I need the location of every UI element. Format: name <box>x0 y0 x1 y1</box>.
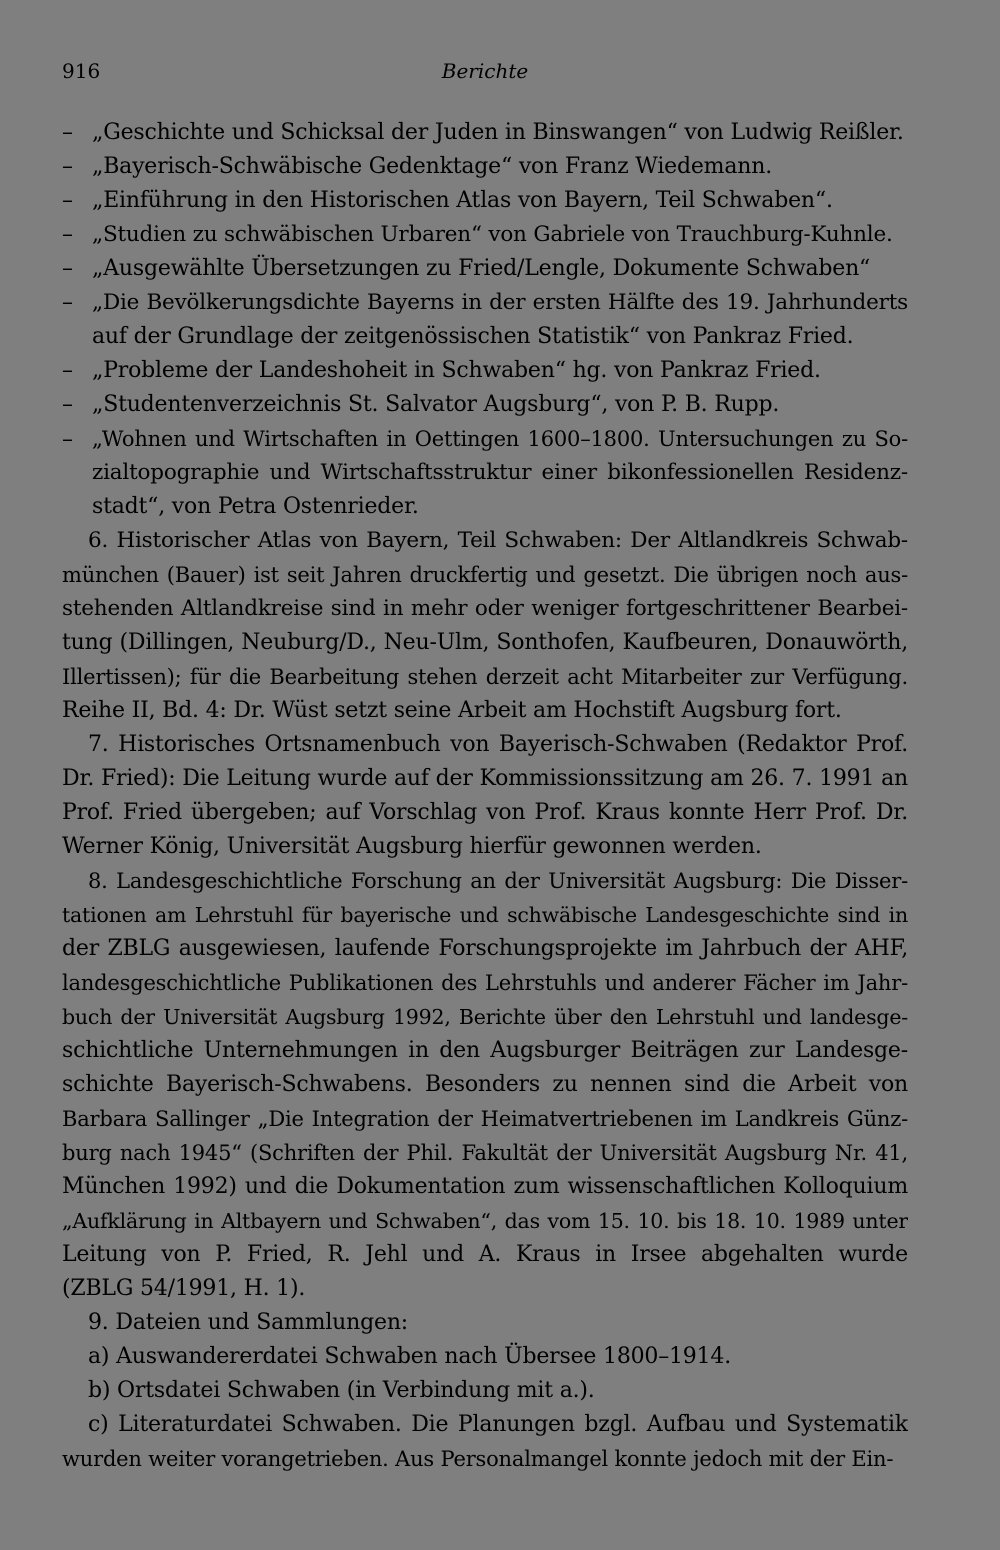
paragraph-line <box>62 1034 908 1068</box>
line-text: schichtliche Unternehmungen in den Augsburger Beiträgen zur Landesge- <box>62 1038 908 1063</box>
dash-marker: – <box>62 188 73 213</box>
bullet-item <box>62 150 908 184</box>
dash-marker: – <box>62 154 73 179</box>
line-text: a) Auswandererdatei Schwaben nach Übersee 1800–1914. <box>88 1344 731 1369</box>
page-header <box>62 56 908 86</box>
line-text: Illertissen); für die Bearbeitung stehen derzeit acht Mitarbeiter zur Verfügung. <box>62 665 908 689</box>
paragraph-start <box>62 864 908 898</box>
bullet-item <box>62 354 908 388</box>
paragraph-start <box>62 1340 908 1374</box>
bullet-item <box>62 252 908 286</box>
dash-marker: – <box>62 290 73 315</box>
line-text: Leitung von P. Fried, R. Jehl und A. Kraus in Irsee abgehalten wurde <box>62 1242 908 1267</box>
bullet-item <box>62 422 908 456</box>
bullet-continuation <box>62 490 908 524</box>
bullet-continuation <box>62 320 908 354</box>
page-number: 916 <box>62 59 101 83</box>
line-text: landesgeschichtliche Publikationen des Lehrstuhls und anderer Fächer im Jahr- <box>62 971 908 995</box>
paragraph-line <box>62 1068 908 1102</box>
paragraph-start <box>62 1374 908 1408</box>
line-text: München 1992) und die Dokumentation zum wissenschaftlichen Kolloquium <box>62 1174 908 1199</box>
paragraph-line <box>62 898 908 932</box>
line-text: tationen am Lehrstuhl für bayerische und schwäbische Landesgeschichte sind in <box>62 903 908 927</box>
line-text: „Studien zu schwäbischen Urbaren“ von Gabriele von Trauchburg-Kuhnle. <box>92 222 893 247</box>
line-text: schichte Bayerisch-Schwabens. Besonders zu nennen sind die Arbeit von <box>62 1072 908 1097</box>
line-text: „Wohnen und Wirtschaften in Oettingen 1600–1800. Untersuchungen zu So- <box>92 427 908 451</box>
paragraph-start <box>62 1408 908 1442</box>
paragraph-line <box>62 1204 908 1238</box>
paragraph-line <box>62 966 908 1000</box>
bullet-continuation <box>62 456 908 490</box>
paragraph-line <box>62 694 908 728</box>
line-text: der ZBLG ausgewiesen, laufende Forschungsprojekte im Jahrbuch der AHF, <box>62 936 908 961</box>
line-text: „Probleme der Landeshoheit in Schwaben“ hg. von Pankraz Fried. <box>92 358 821 383</box>
line-text: 6. Historischer Atlas von Bayern, Teil Schwaben: Der Altlandkreis Schwab- <box>88 528 908 553</box>
line-text: auf der Grundlage der zeitgenössischen Statistik“ von Pankraz Fried. <box>92 324 854 349</box>
paragraph-start <box>62 524 908 558</box>
bullet-item <box>62 388 908 422</box>
paragraph-start <box>62 1306 908 1340</box>
paragraph-line <box>62 1136 908 1170</box>
line-text: zialtopographie und Wirtschaftsstruktur einer bikonfessionellen Residenz- <box>92 460 908 485</box>
paragraph-line <box>62 1272 908 1306</box>
paragraph-line <box>62 1170 908 1204</box>
line-text: 9. Dateien und Sammlungen: <box>88 1310 408 1335</box>
line-text: münchen (Bauer) ist seit Jahren druckfertig und gesetzt. Die übrigen noch aus- <box>62 563 908 587</box>
line-text: „Aufklärung in Altbayern und Schwaben“, das vom 15. 10. bis 18. 10. 1989 unter <box>62 1209 908 1233</box>
bullet-item <box>62 116 908 150</box>
paragraph-line <box>62 1000 908 1034</box>
paragraph-line <box>62 558 908 592</box>
dash-marker: – <box>62 222 73 247</box>
paragraph-line <box>62 762 908 796</box>
line-text: (ZBLG 54/1991, H. 1). <box>62 1276 306 1301</box>
line-text: stadt“, von Petra Ostenrieder. <box>92 494 419 519</box>
line-text: 8. Landesgeschichtliche Forschung an der Universität Augsburg: Die Disser- <box>88 869 908 893</box>
paragraph-line <box>62 1442 908 1476</box>
line-text: „Die Bevölkerungsdichte Bayerns in der ersten Hälfte des 19. Jahrhunderts <box>92 290 908 315</box>
line-text: „Geschichte und Schicksal der Juden in Binswangen“ von Ludwig Reißler. <box>92 120 904 145</box>
line-text: stehenden Altlandkreise sind in mehr oder weniger fortgeschrittener Bearbei- <box>62 596 908 621</box>
line-text: c) Literaturdatei Schwaben. Die Planungen bzgl. Aufbau und Systematik <box>88 1412 908 1437</box>
line-text: „Ausgewählte Übersetzungen zu Fried/Lengle, Dokumente Schwaben“ <box>92 256 871 281</box>
paragraph-line <box>62 660 908 694</box>
paragraph-line <box>62 796 908 830</box>
paragraph-line <box>62 592 908 626</box>
line-text: burg nach 1945“ (Schriften der Phil. Fakultät der Universität Augsburg Nr. 41, <box>62 1141 908 1165</box>
line-text: tung (Dillingen, Neuburg/D., Neu-Ulm, Sonthofen, Kaufbeuren, Donauwörth, <box>62 630 908 655</box>
line-text: „Einführung in den Historischen Atlas von Bayern, Teil Schwaben“. <box>92 188 833 213</box>
dash-marker: – <box>62 120 73 145</box>
paragraph-line <box>62 932 908 966</box>
line-text: wurden weiter vorangetrieben. Aus Personalmangel konnte jedoch mit der Ein- <box>62 1447 894 1471</box>
line-text: Dr. Fried): Die Leitung wurde auf der Kommissionssitzung am 26. 7. 1991 an <box>62 766 908 791</box>
paragraph-line <box>62 1102 908 1136</box>
paragraph-start <box>62 728 908 762</box>
dash-marker: – <box>62 427 73 452</box>
line-text: 7. Historisches Ortsnamenbuch von Bayerisch-Schwaben (Redaktor Prof. <box>88 732 908 757</box>
line-text: „Studentenverzeichnis St. Salvator Augsburg“, von P. B. Rupp. <box>92 392 780 417</box>
line-text: b) Ortsdatei Schwaben (in Verbindung mit a.). <box>88 1378 595 1403</box>
line-text: Reihe II, Bd. 4: Dr. Wüst setzt seine Arbeit am Hochstift Augsburg fort. <box>62 698 842 723</box>
running-title: Berichte <box>441 59 529 83</box>
line-text: Barbara Sallinger „Die Integration der Heimatvertriebenen im Landkreis Günz- <box>62 1107 908 1131</box>
dash-marker: – <box>62 358 73 383</box>
line-text: buch der Universität Augsburg 1992, Berichte über den Lehrstuhl und landesge- <box>62 1005 908 1029</box>
paragraph-line <box>62 626 908 660</box>
line-text: „Bayerisch-Schwäbische Gedenktage“ von Franz Wiedemann. <box>92 154 772 179</box>
dash-marker: – <box>62 392 73 417</box>
paragraph-line <box>62 830 908 864</box>
bullet-item <box>62 184 908 218</box>
bullet-item <box>62 286 908 320</box>
line-text: Werner König, Universität Augsburg hierfür gewonnen werden. <box>62 834 762 859</box>
dash-marker: – <box>62 256 73 281</box>
line-text: Prof. Fried übergeben; auf Vorschlag von Prof. Kraus konnte Herr Prof. Dr. <box>62 800 908 825</box>
bullet-item <box>62 218 908 252</box>
body-text <box>62 116 908 1476</box>
paragraph-line <box>62 1238 908 1272</box>
